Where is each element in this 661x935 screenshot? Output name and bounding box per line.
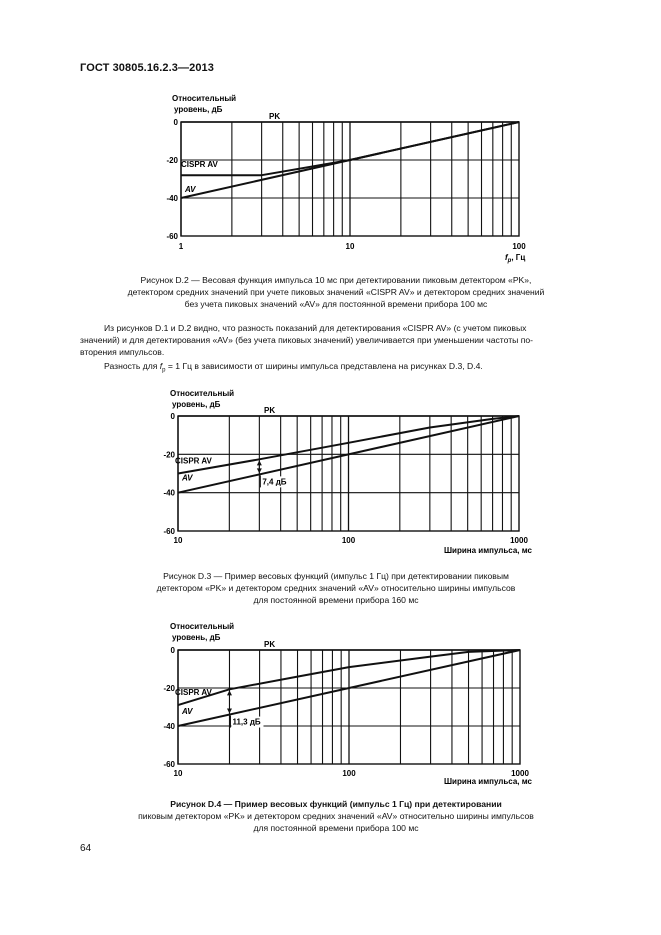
caption-line: Рисунок D.3 — Пример весовых функций (импульс 1 Гц) при детектировании пиковым (163, 571, 509, 581)
x-tick-label: 1000 (511, 769, 529, 778)
p2-suffix: = 1 Гц в зависимости от ширины импульса представлена на рисунках D.3, D.4. (165, 361, 483, 371)
d3-xlabel: Ширина импульса, мс (444, 546, 532, 555)
y-tick-label: -20 (166, 156, 178, 165)
series-label-av: AV (182, 707, 193, 716)
caption-line: для постоянной времени прибора 100 мс (253, 823, 419, 833)
x-tick-label: 1 (178, 242, 184, 251)
y-tick-label: 0 (173, 118, 178, 127)
x-tick-label: 100 (512, 242, 526, 251)
x-tick-label: 10 (173, 769, 183, 778)
d4-xlabel: Ширина импульса, мс (444, 777, 532, 786)
x-tick-label: 100 (342, 769, 356, 778)
d4-ylabel-line1: Относительный (170, 622, 235, 631)
d3-ylabel-line2: уровень, дБ (172, 400, 221, 409)
figure-d4-caption (80, 798, 592, 834)
difference-arrow-head-up (257, 460, 262, 465)
series-label-cispr-av: CISPR AV (175, 688, 212, 698)
difference-arrow-head-down (227, 709, 232, 714)
caption-line: Рисунок D.2 — Весовая функция импульса 10 мс при детектировании пиковым детектором «PK», (140, 275, 532, 285)
x-tick-label: 10 (173, 536, 183, 545)
series-label-pk: PK (264, 640, 276, 649)
document-header: ГОСТ 30805.16.2.3—2013 (80, 62, 214, 74)
d3-ylabel-line1: Относительный (170, 389, 235, 398)
x-tick-label: 10 (345, 242, 355, 251)
y-tick-label: 0 (170, 646, 175, 655)
figure-d3-caption (80, 570, 592, 606)
chart-d3 (148, 385, 548, 557)
y-tick-label: -40 (163, 488, 175, 498)
series-label-pk: PK (264, 406, 276, 415)
p2-sub: p (162, 367, 166, 374)
chart-d4 (148, 618, 548, 790)
paragraph-line: Из рисунков D.1 и D.2 видно, что разность показаний для детектирования «CISPR AV» (с учетом пиковых (104, 323, 527, 333)
page-number: 64 (80, 843, 92, 854)
difference-arrow-head-down (257, 468, 262, 473)
d4-ylabel-line2: уровень, дБ (172, 633, 221, 642)
y-tick-label: -60 (166, 232, 178, 241)
y-tick-label: 0 (170, 412, 175, 421)
d2-xlabel-var: f (505, 253, 508, 262)
d2-xlabel-unit: , Гц (511, 253, 526, 262)
caption-line: без учета пиковых значений «AV» для постоянной времени прибора 100 мс (184, 299, 488, 309)
d2-ylabel-line2: уровень, дБ (174, 105, 223, 114)
caption-line: детектором «PK» и детектором средних значений «AV» относительно ширины импульсов (156, 583, 516, 593)
difference-label: 11,3 дБ (232, 717, 261, 727)
series-label-cispr-av: CISPR AV (175, 456, 212, 466)
y-tick-label: -60 (163, 760, 175, 769)
d2-xlabel-sub: p (507, 258, 512, 264)
x-tick-label: 1000 (510, 536, 528, 545)
y-tick-label: -20 (163, 684, 175, 693)
chart-d2 (150, 85, 540, 270)
p2-var: f (159, 361, 163, 371)
figure-d2-caption (80, 274, 592, 310)
difference-arrow-head-up (227, 690, 232, 695)
caption-bold-line: Рисунок D.4 — Пример весовых функций (импульс 1 Гц) при детектировании (170, 799, 502, 809)
paragraph-line: вторения импульсов. (80, 347, 165, 357)
caption-line: для постоянной времени прибора 160 мс (253, 595, 419, 605)
y-tick-label: -40 (166, 194, 178, 203)
paragraph-2 (80, 360, 592, 377)
p2-prefix: Разность для (104, 361, 160, 371)
y-tick-label: -40 (163, 722, 175, 731)
series-label-cispr-av: CISPR AV (181, 160, 218, 170)
x-tick-label: 100 (341, 536, 356, 545)
d2-ylabel-line1: Относительный (172, 94, 237, 103)
series-label-av: AV (182, 473, 193, 483)
y-tick-label: -60 (163, 527, 175, 536)
difference-label: 7,4 дБ (262, 477, 287, 487)
paragraph-1 (80, 322, 592, 358)
y-tick-label: -20 (163, 450, 175, 460)
series-label-av: AV (185, 185, 196, 194)
paragraph-line: значений) и для детектирования «AV» (без учета пиковых значений) увеличивается при уменьшении частоты по- (80, 335, 533, 345)
caption-line: детектором средних значений при учете пиковых значений «CISPR AV» и детектором средних значений (127, 287, 545, 297)
d2-xlabel (505, 253, 525, 264)
caption-line: пиковым детектором «PK» и детектором средних значений «AV» относительно ширины импульсов (138, 811, 534, 821)
series-label-pk: PK (269, 112, 281, 121)
